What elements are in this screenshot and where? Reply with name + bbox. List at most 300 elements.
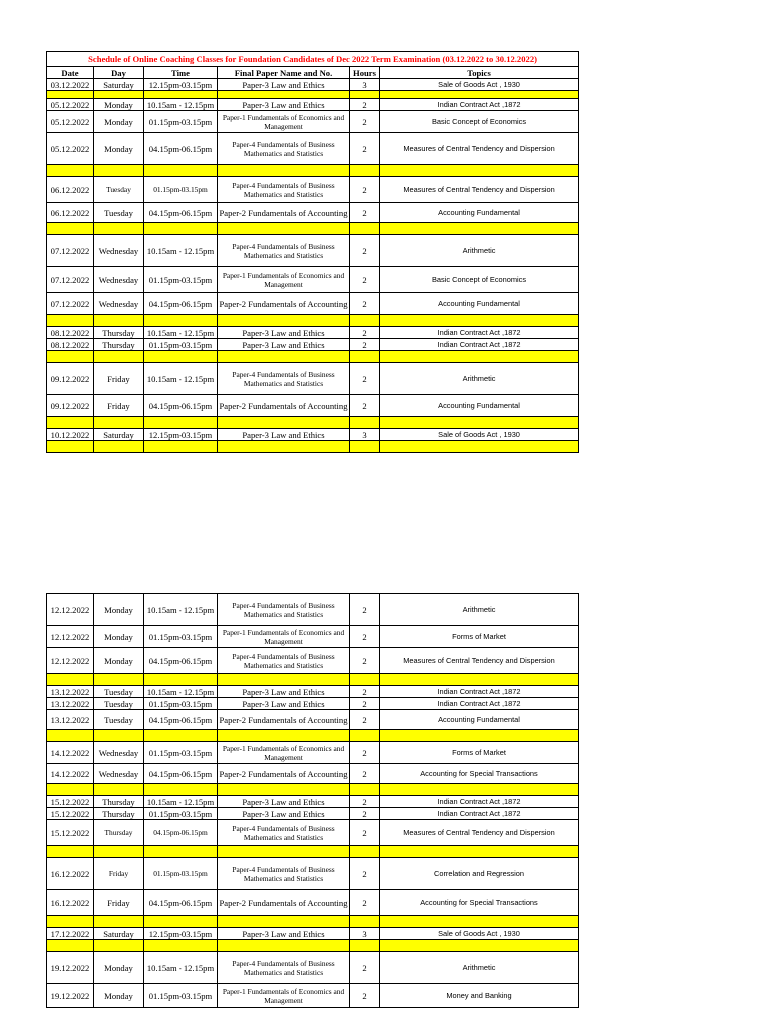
spacer-cell bbox=[380, 846, 579, 858]
spacer-cell bbox=[350, 940, 380, 952]
spacer-cell bbox=[94, 91, 144, 99]
cell-topic: Indian Contract Act ,1872 bbox=[380, 99, 579, 111]
table-row bbox=[47, 984, 579, 1008]
spacer-cell bbox=[218, 91, 350, 99]
schedule-title: Schedule of Online Coaching Classes for Foundation Candidates of Dec 2022 Term Examination (03.12.2022 to 30.12.2022) bbox=[47, 52, 579, 67]
spacer-cell bbox=[144, 846, 218, 858]
cell-topic: Arithmetic bbox=[380, 235, 579, 267]
cell-time: 04.15pm-06.15pm bbox=[144, 293, 218, 315]
cell-day: Wednesday bbox=[94, 742, 144, 764]
spacer-cell bbox=[218, 940, 350, 952]
cell-paper: Paper-3 Law and Ethics bbox=[218, 686, 350, 698]
cell-paper: Paper-3 Law and Ethics bbox=[218, 99, 350, 111]
cell-date: 09.12.2022 bbox=[47, 395, 94, 417]
cell-day: Monday bbox=[94, 111, 144, 133]
cell-day: Monday bbox=[94, 952, 144, 984]
spacer-cell bbox=[380, 730, 579, 742]
cell-paper: Paper-4 Fundamentals of Business Mathematics and Statistics bbox=[218, 858, 350, 890]
table-row bbox=[47, 99, 579, 111]
cell-hours: 2 bbox=[350, 698, 380, 710]
cell-time: 04.15pm-06.15pm bbox=[144, 395, 218, 417]
spacer-cell bbox=[94, 441, 144, 453]
cell-hours: 2 bbox=[350, 952, 380, 984]
cell-time: 12.15pm-03.15pm bbox=[144, 429, 218, 441]
spacer-row bbox=[47, 223, 579, 235]
header-time: Time bbox=[144, 67, 218, 79]
table-row bbox=[47, 890, 579, 916]
spacer-cell bbox=[218, 846, 350, 858]
spacer-cell bbox=[144, 730, 218, 742]
spacer-cell bbox=[380, 441, 579, 453]
cell-date: 10.12.2022 bbox=[47, 429, 94, 441]
cell-hours: 2 bbox=[350, 710, 380, 730]
spacer-cell bbox=[94, 223, 144, 235]
cell-day: Friday bbox=[94, 363, 144, 395]
cell-paper: Paper-1 Fundamentals of Economics and Management bbox=[218, 267, 350, 293]
cell-date: 08.12.2022 bbox=[47, 339, 94, 351]
cell-day: Monday bbox=[94, 594, 144, 626]
cell-topic: Accounting for Special Transactions bbox=[380, 764, 579, 784]
cell-date: 13.12.2022 bbox=[47, 698, 94, 710]
cell-topic: Arithmetic bbox=[380, 594, 579, 626]
table-row bbox=[47, 686, 579, 698]
spacer-cell bbox=[380, 417, 579, 429]
spacer-cell bbox=[350, 674, 380, 686]
cell-paper: Paper-4 Fundamentals of Business Mathematics and Statistics bbox=[218, 235, 350, 267]
spacer-row bbox=[47, 846, 579, 858]
spacer-cell bbox=[218, 674, 350, 686]
cell-time: 10.15am - 12.15pm bbox=[144, 235, 218, 267]
table-row bbox=[47, 796, 579, 808]
spacer-cell bbox=[94, 940, 144, 952]
spacer-cell bbox=[380, 351, 579, 363]
spacer-cell bbox=[144, 441, 218, 453]
cell-day: Tuesday bbox=[94, 686, 144, 698]
cell-hours: 2 bbox=[350, 984, 380, 1008]
spacer-cell bbox=[47, 441, 94, 453]
cell-topic: Forms of Market bbox=[380, 626, 579, 648]
cell-hours: 2 bbox=[350, 820, 380, 846]
cell-day: Thursday bbox=[94, 820, 144, 846]
spacer-cell bbox=[380, 940, 579, 952]
cell-date: 05.12.2022 bbox=[47, 99, 94, 111]
cell-date: 12.12.2022 bbox=[47, 648, 94, 674]
spacer-cell bbox=[94, 916, 144, 928]
cell-paper: Paper-4 Fundamentals of Business Mathematics and Statistics bbox=[218, 820, 350, 846]
cell-hours: 2 bbox=[350, 626, 380, 648]
cell-topic: Arithmetic bbox=[380, 363, 579, 395]
cell-topic: Accounting Fundamental bbox=[380, 293, 579, 315]
cell-topic: Indian Contract Act ,1872 bbox=[380, 698, 579, 710]
cell-hours: 2 bbox=[350, 764, 380, 784]
spacer-cell bbox=[350, 223, 380, 235]
spacer-cell bbox=[218, 730, 350, 742]
spacer-cell bbox=[94, 846, 144, 858]
table-row bbox=[47, 177, 579, 203]
cell-paper: Paper-3 Law and Ethics bbox=[218, 79, 350, 91]
cell-time: 01.15pm-03.15pm bbox=[144, 742, 218, 764]
cell-topic: Indian Contract Act ,1872 bbox=[380, 796, 579, 808]
spacer-cell bbox=[144, 417, 218, 429]
cell-topic: Sale of Goods Act , 1930 bbox=[380, 928, 579, 940]
cell-time: 10.15am - 12.15pm bbox=[144, 363, 218, 395]
cell-time: 10.15am - 12.15pm bbox=[144, 327, 218, 339]
spacer-cell bbox=[380, 223, 579, 235]
spacer-cell bbox=[144, 165, 218, 177]
cell-hours: 2 bbox=[350, 235, 380, 267]
cell-hours: 2 bbox=[350, 395, 380, 417]
spacer-row bbox=[47, 417, 579, 429]
spacer-row bbox=[47, 165, 579, 177]
cell-hours: 2 bbox=[350, 363, 380, 395]
cell-time: 04.15pm-06.15pm bbox=[144, 820, 218, 846]
spacer-row bbox=[47, 674, 579, 686]
spacer-cell bbox=[94, 417, 144, 429]
cell-paper: Paper-3 Law and Ethics bbox=[218, 327, 350, 339]
cell-time: 04.15pm-06.15pm bbox=[144, 890, 218, 916]
cell-day: Monday bbox=[94, 984, 144, 1008]
cell-time: 01.15pm-03.15pm bbox=[144, 177, 218, 203]
cell-topic: Measures of Central Tendency and Dispersion bbox=[380, 177, 579, 203]
cell-day: Wednesday bbox=[94, 267, 144, 293]
cell-date: 06.12.2022 bbox=[47, 177, 94, 203]
cell-time: 01.15pm-03.15pm bbox=[144, 339, 218, 351]
cell-time: 12.15pm-03.15pm bbox=[144, 928, 218, 940]
cell-topic: Forms of Market bbox=[380, 742, 579, 764]
table-row bbox=[47, 267, 579, 293]
cell-time: 01.15pm-03.15pm bbox=[144, 111, 218, 133]
table-row bbox=[47, 203, 579, 223]
spacer-cell bbox=[47, 315, 94, 327]
cell-day: Monday bbox=[94, 648, 144, 674]
cell-day: Wednesday bbox=[94, 293, 144, 315]
cell-topic: Accounting Fundamental bbox=[380, 395, 579, 417]
spacer-cell bbox=[350, 351, 380, 363]
table-row bbox=[47, 111, 579, 133]
cell-hours: 2 bbox=[350, 796, 380, 808]
cell-time: 01.15pm-03.15pm bbox=[144, 267, 218, 293]
cell-date: 06.12.2022 bbox=[47, 203, 94, 223]
cell-topic: Measures of Central Tendency and Dispersion bbox=[380, 133, 579, 165]
cell-time: 01.15pm-03.15pm bbox=[144, 858, 218, 890]
cell-paper: Paper-4 Fundamentals of Business Mathematics and Statistics bbox=[218, 133, 350, 165]
cell-topic: Correlation and Regression bbox=[380, 858, 579, 890]
cell-paper: Paper-3 Law and Ethics bbox=[218, 808, 350, 820]
cell-date: 19.12.2022 bbox=[47, 984, 94, 1008]
cell-day: Friday bbox=[94, 858, 144, 890]
cell-date: 05.12.2022 bbox=[47, 133, 94, 165]
cell-time: 04.15pm-06.15pm bbox=[144, 203, 218, 223]
cell-date: 12.12.2022 bbox=[47, 626, 94, 648]
header-paper: Final Paper Name and No. bbox=[218, 67, 350, 79]
table-row bbox=[47, 858, 579, 890]
cell-topic: Sale of Goods Act , 1930 bbox=[380, 429, 579, 441]
cell-hours: 2 bbox=[350, 203, 380, 223]
spacer-cell bbox=[47, 730, 94, 742]
cell-day: Tuesday bbox=[94, 698, 144, 710]
cell-paper: Paper-1 Fundamentals of Economics and Management bbox=[218, 742, 350, 764]
cell-topic: Indian Contract Act ,1872 bbox=[380, 686, 579, 698]
spacer-cell bbox=[218, 351, 350, 363]
spacer-cell bbox=[380, 784, 579, 796]
cell-day: Thursday bbox=[94, 796, 144, 808]
cell-hours: 2 bbox=[350, 594, 380, 626]
cell-hours: 2 bbox=[350, 890, 380, 916]
spacer-cell bbox=[218, 223, 350, 235]
table-row bbox=[47, 698, 579, 710]
cell-paper: Paper-2 Fundamentals of Accounting bbox=[218, 710, 350, 730]
cell-date: 07.12.2022 bbox=[47, 267, 94, 293]
cell-time: 01.15pm-03.15pm bbox=[144, 984, 218, 1008]
spacer-row bbox=[47, 730, 579, 742]
cell-topic: Money and Banking bbox=[380, 984, 579, 1008]
cell-paper: Paper-1 Fundamentals of Economics and Management bbox=[218, 626, 350, 648]
cell-paper: Paper-3 Law and Ethics bbox=[218, 698, 350, 710]
cell-paper: Paper-4 Fundamentals of Business Mathematics and Statistics bbox=[218, 594, 350, 626]
cell-day: Wednesday bbox=[94, 235, 144, 267]
cell-time: 01.15pm-03.15pm bbox=[144, 698, 218, 710]
spacer-cell bbox=[47, 784, 94, 796]
cell-topic: Measures of Central Tendency and Dispersion bbox=[380, 648, 579, 674]
cell-topic: Indian Contract Act ,1872 bbox=[380, 808, 579, 820]
spacer-row bbox=[47, 91, 579, 99]
cell-day: Wednesday bbox=[94, 764, 144, 784]
table-row bbox=[47, 594, 579, 626]
table-row bbox=[47, 429, 579, 441]
spacer-cell bbox=[94, 351, 144, 363]
cell-paper: Paper-3 Law and Ethics bbox=[218, 339, 350, 351]
cell-topic: Basic Concept of Economics bbox=[380, 111, 579, 133]
cell-time: 12.15pm-03.15pm bbox=[144, 79, 218, 91]
spacer-cell bbox=[380, 165, 579, 177]
table-row bbox=[47, 363, 579, 395]
schedule-table-2 bbox=[46, 593, 579, 1008]
spacer-cell bbox=[144, 223, 218, 235]
cell-date: 03.12.2022 bbox=[47, 79, 94, 91]
cell-paper: Paper-4 Fundamentals of Business Mathematics and Statistics bbox=[218, 363, 350, 395]
cell-hours: 2 bbox=[350, 111, 380, 133]
cell-time: 01.15pm-03.15pm bbox=[144, 808, 218, 820]
cell-paper: Paper-1 Fundamentals of Economics and Management bbox=[218, 111, 350, 133]
table-row bbox=[47, 339, 579, 351]
cell-date: 13.12.2022 bbox=[47, 710, 94, 730]
cell-date: 09.12.2022 bbox=[47, 363, 94, 395]
cell-date: 15.12.2022 bbox=[47, 820, 94, 846]
cell-date: 16.12.2022 bbox=[47, 890, 94, 916]
spacer-cell bbox=[144, 940, 218, 952]
spacer-row bbox=[47, 784, 579, 796]
table-row bbox=[47, 820, 579, 846]
spacer-cell bbox=[144, 916, 218, 928]
spacer-cell bbox=[94, 674, 144, 686]
spacer-cell bbox=[144, 91, 218, 99]
table-row bbox=[47, 764, 579, 784]
cell-date: 07.12.2022 bbox=[47, 235, 94, 267]
cell-date: 19.12.2022 bbox=[47, 952, 94, 984]
header-hours: Hours bbox=[350, 67, 380, 79]
cell-hours: 2 bbox=[350, 327, 380, 339]
cell-paper: Paper-2 Fundamentals of Accounting bbox=[218, 890, 350, 916]
spacer-cell bbox=[47, 417, 94, 429]
spacer-cell bbox=[144, 351, 218, 363]
cell-time: 10.15am - 12.15pm bbox=[144, 952, 218, 984]
cell-time: 04.15pm-06.15pm bbox=[144, 764, 218, 784]
table-row bbox=[47, 133, 579, 165]
cell-paper: Paper-4 Fundamentals of Business Mathematics and Statistics bbox=[218, 952, 350, 984]
cell-date: 13.12.2022 bbox=[47, 686, 94, 698]
spacer-cell bbox=[47, 674, 94, 686]
cell-paper: Paper-4 Fundamentals of Business Mathematics and Statistics bbox=[218, 648, 350, 674]
cell-date: 15.12.2022 bbox=[47, 796, 94, 808]
cell-time: 01.15pm-03.15pm bbox=[144, 626, 218, 648]
table-row bbox=[47, 395, 579, 417]
spacer-cell bbox=[94, 784, 144, 796]
cell-paper: Paper-2 Fundamentals of Accounting bbox=[218, 203, 350, 223]
spacer-cell bbox=[218, 315, 350, 327]
cell-topic: Indian Contract Act ,1872 bbox=[380, 339, 579, 351]
spacer-cell bbox=[144, 674, 218, 686]
cell-hours: 2 bbox=[350, 133, 380, 165]
cell-time: 10.15am - 12.15pm bbox=[144, 796, 218, 808]
cell-date: 15.12.2022 bbox=[47, 808, 94, 820]
cell-hours: 2 bbox=[350, 648, 380, 674]
cell-date: 07.12.2022 bbox=[47, 293, 94, 315]
spacer-cell bbox=[47, 351, 94, 363]
spacer-cell bbox=[350, 441, 380, 453]
cell-date: 17.12.2022 bbox=[47, 928, 94, 940]
spacer-cell bbox=[47, 223, 94, 235]
cell-hours: 3 bbox=[350, 429, 380, 441]
cell-date: 14.12.2022 bbox=[47, 764, 94, 784]
spacer-cell bbox=[144, 784, 218, 796]
cell-paper: Paper-2 Fundamentals of Accounting bbox=[218, 764, 350, 784]
spacer-cell bbox=[380, 315, 579, 327]
table-row bbox=[47, 626, 579, 648]
spacer-cell bbox=[47, 846, 94, 858]
table-row bbox=[47, 928, 579, 940]
header-topics: Topics bbox=[380, 67, 579, 79]
spacer-cell bbox=[47, 165, 94, 177]
spacer-cell bbox=[380, 91, 579, 99]
cell-paper: Paper-2 Fundamentals of Accounting bbox=[218, 293, 350, 315]
cell-topic: Sale of Goods Act , 1930 bbox=[380, 79, 579, 91]
spacer-cell bbox=[94, 730, 144, 742]
cell-hours: 2 bbox=[350, 267, 380, 293]
spacer-cell bbox=[94, 165, 144, 177]
table-row bbox=[47, 648, 579, 674]
cell-paper: Paper-1 Fundamentals of Economics and Management bbox=[218, 984, 350, 1008]
spacer-row bbox=[47, 916, 579, 928]
spacer-cell bbox=[218, 916, 350, 928]
cell-day: Friday bbox=[94, 395, 144, 417]
spacer-row bbox=[47, 351, 579, 363]
cell-day: Friday bbox=[94, 890, 144, 916]
cell-day: Tuesday bbox=[94, 710, 144, 730]
cell-paper: Paper-3 Law and Ethics bbox=[218, 429, 350, 441]
cell-hours: 2 bbox=[350, 99, 380, 111]
spacer-cell bbox=[350, 846, 380, 858]
spacer-row bbox=[47, 940, 579, 952]
spacer-row bbox=[47, 315, 579, 327]
cell-date: 16.12.2022 bbox=[47, 858, 94, 890]
cell-day: Monday bbox=[94, 99, 144, 111]
spacer-cell bbox=[350, 784, 380, 796]
table-row bbox=[47, 742, 579, 764]
cell-topic: Basic Concept of Economics bbox=[380, 267, 579, 293]
cell-day: Saturday bbox=[94, 928, 144, 940]
spacer-cell bbox=[350, 91, 380, 99]
spacer-cell bbox=[47, 940, 94, 952]
table-row bbox=[47, 79, 579, 91]
table-row bbox=[47, 293, 579, 315]
cell-time: 10.15am - 12.15pm bbox=[144, 594, 218, 626]
header-date: Date bbox=[47, 67, 94, 79]
cell-hours: 2 bbox=[350, 686, 380, 698]
cell-day: Monday bbox=[94, 626, 144, 648]
cell-paper: Paper-3 Law and Ethics bbox=[218, 928, 350, 940]
spacer-cell bbox=[380, 916, 579, 928]
table-row bbox=[47, 952, 579, 984]
spacer-cell bbox=[94, 315, 144, 327]
spacer-cell bbox=[47, 916, 94, 928]
cell-day: Saturday bbox=[94, 79, 144, 91]
spacer-cell bbox=[218, 441, 350, 453]
cell-paper: Paper-4 Fundamentals of Business Mathematics and Statistics bbox=[218, 177, 350, 203]
spacer-cell bbox=[350, 165, 380, 177]
cell-topic: Measures of Central Tendency and Dispersion bbox=[380, 820, 579, 846]
spacer-cell bbox=[218, 417, 350, 429]
cell-day: Thursday bbox=[94, 339, 144, 351]
schedule-table-1 bbox=[46, 51, 579, 453]
cell-date: 05.12.2022 bbox=[47, 111, 94, 133]
spacer-cell bbox=[144, 315, 218, 327]
cell-hours: 2 bbox=[350, 808, 380, 820]
cell-paper: Paper-3 Law and Ethics bbox=[218, 796, 350, 808]
table-row bbox=[47, 710, 579, 730]
cell-paper: Paper-2 Fundamentals of Accounting bbox=[218, 395, 350, 417]
table-row bbox=[47, 808, 579, 820]
spacer-cell bbox=[218, 165, 350, 177]
cell-day: Monday bbox=[94, 133, 144, 165]
spacer-cell bbox=[218, 784, 350, 796]
spacer-cell bbox=[350, 730, 380, 742]
spacer-row bbox=[47, 441, 579, 453]
cell-day: Tuesday bbox=[94, 177, 144, 203]
cell-hours: 2 bbox=[350, 858, 380, 890]
spacer-cell bbox=[380, 674, 579, 686]
cell-time: 10.15am - 12.15pm bbox=[144, 99, 218, 111]
table-row bbox=[47, 235, 579, 267]
spacer-cell bbox=[350, 916, 380, 928]
cell-topic: Indian Contract Act ,1872 bbox=[380, 327, 579, 339]
cell-date: 14.12.2022 bbox=[47, 742, 94, 764]
cell-day: Thursday bbox=[94, 327, 144, 339]
cell-hours: 3 bbox=[350, 79, 380, 91]
cell-hours: 2 bbox=[350, 339, 380, 351]
cell-time: 04.15pm-06.15pm bbox=[144, 710, 218, 730]
cell-hours: 2 bbox=[350, 293, 380, 315]
cell-time: 10.15am - 12.15pm bbox=[144, 686, 218, 698]
cell-date: 08.12.2022 bbox=[47, 327, 94, 339]
spacer-cell bbox=[350, 315, 380, 327]
cell-topic: Accounting Fundamental bbox=[380, 203, 579, 223]
header-day: Day bbox=[94, 67, 144, 79]
spacer-cell bbox=[350, 417, 380, 429]
cell-topic: Accounting for Special Transactions bbox=[380, 890, 579, 916]
cell-hours: 2 bbox=[350, 742, 380, 764]
cell-topic: Arithmetic bbox=[380, 952, 579, 984]
cell-day: Thursday bbox=[94, 808, 144, 820]
